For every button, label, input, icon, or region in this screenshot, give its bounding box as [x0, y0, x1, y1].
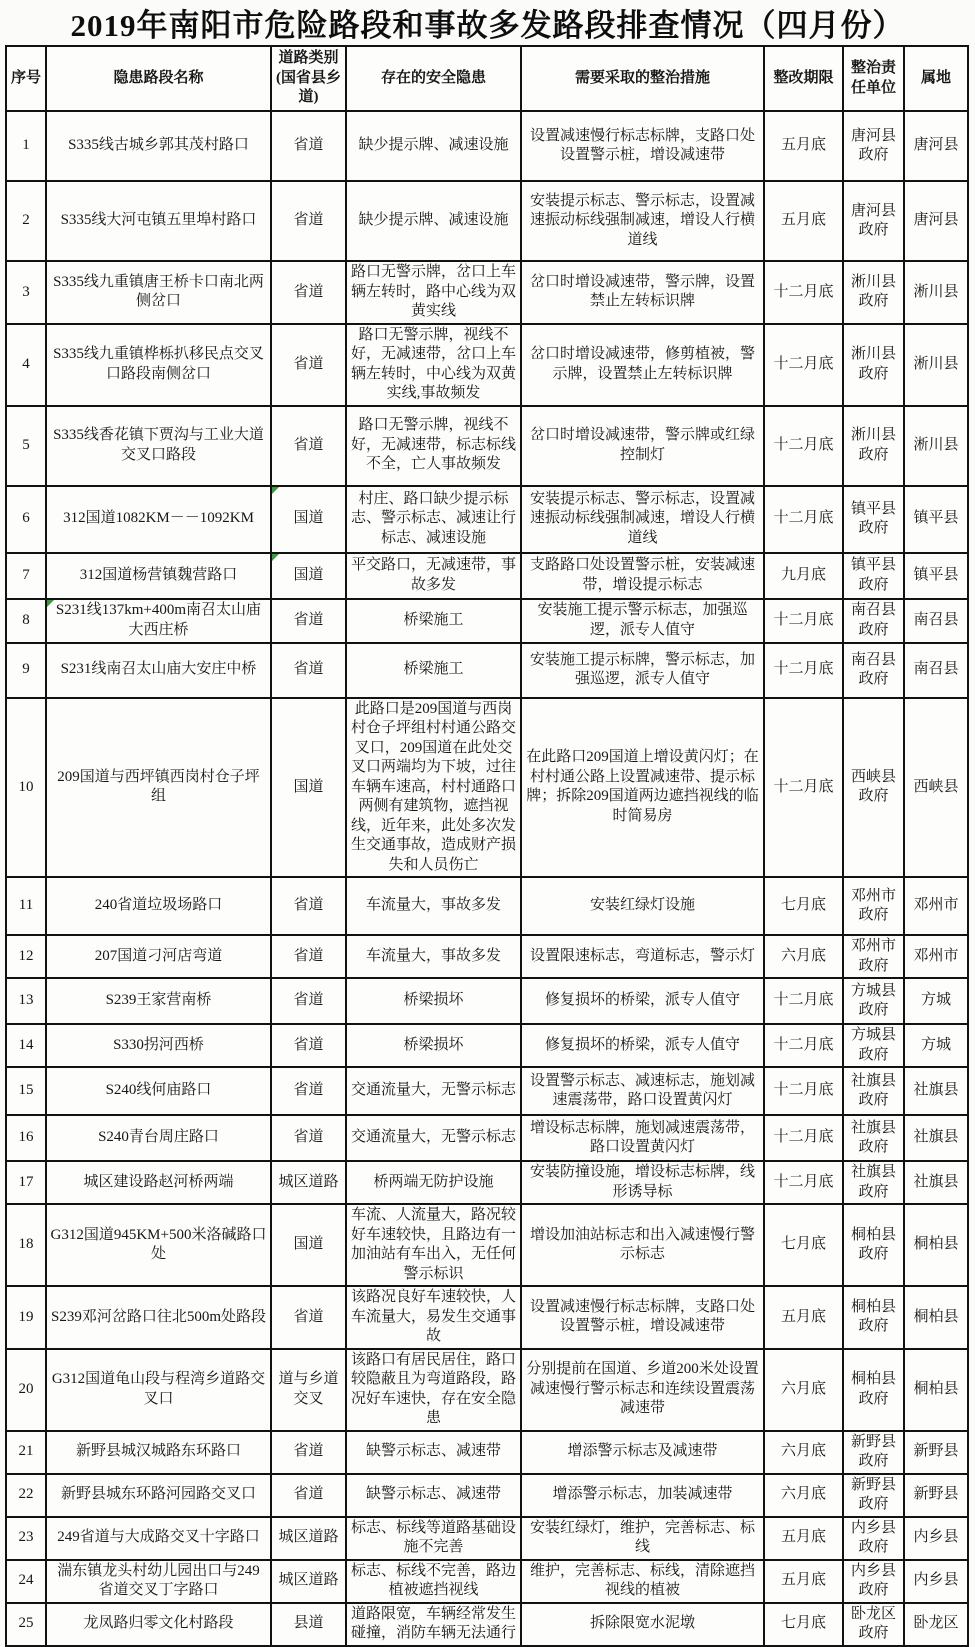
cell-deadline: 六月底 — [764, 1474, 843, 1517]
cell-name: S335线古城乡郭其茂村路口 — [46, 111, 271, 181]
cell-territory: 邓州市 — [904, 935, 968, 978]
cell-no: 25 — [6, 1603, 46, 1646]
cell-no: 11 — [6, 877, 46, 935]
cell-unit: 邓州市政府 — [843, 935, 904, 978]
cell-name: S330拐河西桥 — [46, 1024, 271, 1067]
cell-category: 省道 — [271, 978, 346, 1024]
cell-territory: 南召县 — [904, 643, 968, 698]
table-row — [6, 1349, 968, 1431]
cell-name: 209国道与西坪镇西岗村仓子坪组 — [46, 698, 271, 878]
cell-hazard: 桥梁损坏 — [346, 1024, 521, 1067]
col-header-name: 隐患路段名称 — [46, 46, 271, 111]
cell-measure: 支路路口处设置警示桩，安装减速带，增设提示标志 — [521, 553, 764, 599]
cell-no: 7 — [6, 553, 46, 599]
cell-measure: 岔口时增设减速带，修剪植被，警示牌，设置禁止左转标识牌 — [521, 324, 764, 406]
cell-name: 新野县城东环路河园路交叉口 — [46, 1474, 271, 1517]
cell-territory: 社旗县 — [904, 1067, 968, 1115]
cell-category: 省道 — [271, 181, 346, 261]
cell-measure: 设置警示标志、减速标志，施划减速震荡带，路口设置黄闪灯 — [521, 1067, 764, 1115]
cell-territory: 淅川县 — [904, 406, 968, 486]
table-row — [6, 1517, 968, 1560]
cell-name: 湍东镇龙头村幼儿园出口与249省道交叉丁字路口 — [46, 1560, 271, 1603]
table-row — [6, 1560, 968, 1603]
cell-hazard: 交通流量大，无警示标志 — [346, 1067, 521, 1115]
cell-name: S240线何庙路口 — [46, 1067, 271, 1115]
table-row — [6, 181, 968, 261]
cell-no: 23 — [6, 1517, 46, 1560]
cell-territory: 淅川县 — [904, 261, 968, 324]
cell-measure: 在此路口209国道上增设黄闪灯；在村村通公路上设置减速带、提示标牌；拆除209国道两边遮挡视线的临时简易房 — [521, 698, 764, 878]
cell-category: 省道 — [271, 935, 346, 978]
cell-name: S231线南召太山庙大安庄中桥 — [46, 643, 271, 698]
cell-deadline: 五月底 — [764, 111, 843, 181]
cell-deadline: 五月底 — [764, 1560, 843, 1603]
cell-unit: 新野县政府 — [843, 1431, 904, 1474]
col-header-hazard: 存在的安全隐患 — [346, 46, 521, 111]
cell-category: 国道 — [271, 553, 346, 599]
cell-category: 国道 — [271, 486, 346, 553]
cell-name: S239邓河岔路口往北500m处路段 — [46, 1286, 271, 1349]
cell-unit: 镇平县政府 — [843, 553, 904, 599]
cell-hazard: 该路况良好车速较快，人车流量大，易发生交通事故 — [346, 1286, 521, 1349]
cell-category: 省道 — [271, 1474, 346, 1517]
cell-territory: 社旗县 — [904, 1161, 968, 1204]
cell-no: 10 — [6, 698, 46, 878]
cell-category: 城区道路 — [271, 1161, 346, 1204]
cell-measure: 安装提示标志、警示标志，设置减速振动标线强制减速，增设人行横道线 — [521, 181, 764, 261]
cell-measure: 增设加油站标志和出入减速慢行警示标志 — [521, 1204, 764, 1286]
cell-territory: 新野县 — [904, 1431, 968, 1474]
cell-unit: 新野县政府 — [843, 1474, 904, 1517]
table-row — [6, 698, 968, 878]
cell-unit: 淅川县政府 — [843, 261, 904, 324]
table-row — [6, 1161, 968, 1204]
col-header-unit: 整治责任单位 — [843, 46, 904, 111]
cell-category: 省道 — [271, 599, 346, 643]
cell-hazard: 桥两端无防护设施 — [346, 1161, 521, 1204]
table-row — [6, 261, 968, 324]
cell-no: 3 — [6, 261, 46, 324]
cell-unit: 邓州市政府 — [843, 877, 904, 935]
col-header-index: 序号 — [6, 46, 46, 111]
cell-hazard: 路口无警示牌，岔口上车辆左转时，路中心线为双黄实线 — [346, 261, 521, 324]
cell-measure: 增设标志标牌，施划减速震荡带，路口设置黄闪灯 — [521, 1115, 764, 1161]
cell-deadline: 十二月底 — [764, 261, 843, 324]
col-header-deadline: 整改期限 — [764, 46, 843, 111]
cell-no: 1 — [6, 111, 46, 181]
cell-unit: 镇平县政府 — [843, 486, 904, 553]
table-row — [6, 324, 968, 406]
cell-unit: 桐柏县政府 — [843, 1286, 904, 1349]
cell-name: 207国道刁河店弯道 — [46, 935, 271, 978]
cell-name: S239王家营南桥 — [46, 978, 271, 1024]
cell-deadline: 十二月底 — [764, 599, 843, 643]
cell-measure: 设置减速慢行标志标牌，支路口处设置警示桩，增设减速带 — [521, 111, 764, 181]
cell-unit: 唐河县政府 — [843, 111, 904, 181]
cell-category: 县道 — [271, 1603, 346, 1646]
excel-flag-icon — [47, 600, 54, 607]
col-header-measure: 需要采取的整治措施 — [521, 46, 764, 111]
cell-unit: 南召县政府 — [843, 599, 904, 643]
cell-deadline: 九月底 — [764, 553, 843, 599]
cell-measure: 增添警示标志，加装减速带 — [521, 1474, 764, 1517]
cell-territory: 方城 — [904, 978, 968, 1024]
cell-hazard: 标志、标线等道路基础设施不完善 — [346, 1517, 521, 1560]
cell-deadline: 十二月底 — [764, 1161, 843, 1204]
cell-deadline: 十二月底 — [764, 1115, 843, 1161]
cell-territory: 社旗县 — [904, 1115, 968, 1161]
table-row — [6, 877, 968, 935]
cell-no: 16 — [6, 1115, 46, 1161]
cell-no: 8 — [6, 599, 46, 643]
cell-deadline: 七月底 — [764, 1603, 843, 1646]
cell-category: 省道 — [271, 643, 346, 698]
cell-unit: 桐柏县政府 — [843, 1349, 904, 1431]
cell-name: 240省道垃圾场路口 — [46, 877, 271, 935]
cell-hazard: 车流、人流量大，路况较好车速较快，且路边有一加油站有车出入，无任何警示标识 — [346, 1204, 521, 1286]
cell-measure: 安装红绿灯，维护，完善标志、标线 — [521, 1517, 764, 1560]
cell-deadline: 六月底 — [764, 935, 843, 978]
cell-name: 龙凤路归零文化村路段 — [46, 1603, 271, 1646]
cell-name: S231线137km+400m南召太山庙大西庄桥 — [46, 599, 271, 643]
cell-measure: 安装施工提示标牌，警示标志，加强巡逻，派专人值守 — [521, 643, 764, 698]
cell-hazard: 该路口有居民居住，路口较隐蔽且为弯道路段，路况好车速快，存在安全隐患 — [346, 1349, 521, 1431]
cell-category: 国道 — [271, 1204, 346, 1286]
cell-no: 22 — [6, 1474, 46, 1517]
col-header-territory: 属地 — [904, 46, 968, 111]
table-row — [6, 935, 968, 978]
cell-category: 城区道路 — [271, 1517, 346, 1560]
table-row — [6, 111, 968, 181]
cell-category: 省道 — [271, 1431, 346, 1474]
cell-unit: 方城县政府 — [843, 978, 904, 1024]
cell-hazard: 路口无警示牌，视线不好，无减速带，岔口上车辆左转时，中心线为双黄实线,事故频发 — [346, 324, 521, 406]
cell-deadline: 十二月底 — [764, 643, 843, 698]
cell-category: 城区道路 — [271, 1560, 346, 1603]
table-row — [6, 1067, 968, 1115]
cell-unit: 内乡县政府 — [843, 1560, 904, 1603]
cell-hazard: 道路限宽，车辆经常发生碰撞，消防车辆无法通行 — [346, 1603, 521, 1646]
cell-measure: 维护，完善标志、标线，清除遮挡视线的植被 — [521, 1560, 764, 1603]
cell-category: 道与乡道交叉 — [271, 1349, 346, 1431]
cell-hazard: 桥梁损坏 — [346, 978, 521, 1024]
cell-no: 9 — [6, 643, 46, 698]
cell-category: 省道 — [271, 111, 346, 181]
cell-territory: 方城 — [904, 1024, 968, 1067]
cell-deadline: 十二月底 — [764, 486, 843, 553]
cell-territory: 桐柏县 — [904, 1286, 968, 1349]
cell-name: 新野县城汉城路东环路口 — [46, 1431, 271, 1474]
cell-unit: 桐柏县政府 — [843, 1204, 904, 1286]
cell-hazard: 缺警示标志、减速带 — [346, 1431, 521, 1474]
cell-hazard: 车流量大，事故多发 — [346, 877, 521, 935]
cell-hazard: 平交路口，无减速带，事故多发 — [346, 553, 521, 599]
cell-territory: 卧龙区 — [904, 1603, 968, 1646]
cell-measure: 安装施工提示警示标志，加强巡逻，派专人值守 — [521, 599, 764, 643]
table-row — [6, 643, 968, 698]
cell-unit: 淅川县政府 — [843, 324, 904, 406]
cell-no: 21 — [6, 1431, 46, 1474]
cell-unit: 淅川县政府 — [843, 406, 904, 486]
cell-deadline: 五月底 — [764, 181, 843, 261]
cell-unit: 西峡县政府 — [843, 698, 904, 878]
table-body — [6, 111, 968, 1646]
col-header-category: 道路类别(国省县乡道) — [271, 46, 346, 111]
cell-no: 20 — [6, 1349, 46, 1431]
cell-hazard: 村庄、路口缺少提示标志、警示标志、减速让行标志、减速设施 — [346, 486, 521, 553]
table-row — [6, 406, 968, 486]
cell-category: 省道 — [271, 1067, 346, 1115]
cell-measure: 分别提前在国道、乡道200米处设置减速慢行警示标志和连续设置震荡减速带 — [521, 1349, 764, 1431]
cell-hazard: 交通流量大，无警示标志 — [346, 1115, 521, 1161]
cell-territory: 西峡县 — [904, 698, 968, 878]
cell-no: 12 — [6, 935, 46, 978]
table-row — [6, 1431, 968, 1474]
cell-measure: 拆除限宽水泥墩 — [521, 1603, 764, 1646]
cell-name: 城区建设路赵河桥两端 — [46, 1161, 271, 1204]
table-row — [6, 1286, 968, 1349]
cell-deadline: 十二月底 — [764, 406, 843, 486]
cell-territory: 唐河县 — [904, 181, 968, 261]
cell-deadline: 十二月底 — [764, 1067, 843, 1115]
cell-category: 省道 — [271, 324, 346, 406]
cell-name: S240青台周庄路口 — [46, 1115, 271, 1161]
cell-category: 国道 — [271, 698, 346, 878]
table-row — [6, 1024, 968, 1067]
cell-name: G312国道龟山段与程湾乡道路交叉口 — [46, 1349, 271, 1431]
cell-measure: 安装红绿灯设施 — [521, 877, 764, 935]
cell-measure: 增添警示标志及减速带 — [521, 1431, 764, 1474]
cell-unit: 南召县政府 — [843, 643, 904, 698]
cell-name: 312国道杨营镇魏营路口 — [46, 553, 271, 599]
cell-territory: 内乡县 — [904, 1517, 968, 1560]
cell-measure: 安装防撞设施，增设标志标牌，线形诱导标 — [521, 1161, 764, 1204]
cell-deadline: 五月底 — [764, 1286, 843, 1349]
cell-deadline: 七月底 — [764, 877, 843, 935]
cell-measure: 修复损坏的桥梁，派专人值守 — [521, 1024, 764, 1067]
cell-territory: 镇平县 — [904, 486, 968, 553]
cell-deadline: 七月底 — [764, 1204, 843, 1286]
excel-flag-icon — [272, 554, 279, 561]
cell-no: 4 — [6, 324, 46, 406]
cell-deadline: 六月底 — [764, 1431, 843, 1474]
cell-no: 18 — [6, 1204, 46, 1286]
cell-category: 省道 — [271, 1115, 346, 1161]
page-title: 2019年南阳市危险路段和事故多发路段排查情况（四月份） — [70, 8, 905, 43]
table-row — [6, 1115, 968, 1161]
cell-name: S335线香花镇下贾沟与工业大道交叉口路段 — [46, 406, 271, 486]
cell-unit: 内乡县政府 — [843, 1517, 904, 1560]
cell-no: 2 — [6, 181, 46, 261]
cell-measure: 修复损坏的桥梁，派专人值守 — [521, 978, 764, 1024]
cell-territory: 内乡县 — [904, 1560, 968, 1603]
cell-name: G312国道945KM+500米洛碱路口处 — [46, 1204, 271, 1286]
cell-no: 14 — [6, 1024, 46, 1067]
cell-unit: 唐河县政府 — [843, 181, 904, 261]
cell-unit: 方城县政府 — [843, 1024, 904, 1067]
cell-name: S335线大河屯镇五里埠村路口 — [46, 181, 271, 261]
cell-unit: 社旗县政府 — [843, 1067, 904, 1115]
cell-territory: 淅川县 — [904, 324, 968, 406]
cell-deadline: 十二月底 — [764, 698, 843, 878]
cell-unit: 社旗县政府 — [843, 1161, 904, 1204]
cell-category: 省道 — [271, 261, 346, 324]
cell-no: 6 — [6, 486, 46, 553]
cell-unit: 社旗县政府 — [843, 1115, 904, 1161]
cell-category: 省道 — [271, 1286, 346, 1349]
table-row — [6, 1603, 968, 1646]
cell-hazard: 桥梁施工 — [346, 599, 521, 643]
cell-hazard: 此路口是209国道与西岗村仓子坪组村村通公路交叉口，209国道在此处交叉口两端均为下坡，过往车辆车速高，村村通路口两侧有建筑物，遮挡视线，近年来，此处多次发生交通事故，造成财产损失和人员伤亡 — [346, 698, 521, 878]
cell-hazard: 缺警示标志、减速带 — [346, 1474, 521, 1517]
cell-name: 312国道1082KM－－1092KM — [46, 486, 271, 553]
table-row — [6, 978, 968, 1024]
cell-no: 24 — [6, 1560, 46, 1603]
cell-category: 省道 — [271, 877, 346, 935]
table-row — [6, 1474, 968, 1517]
table-row — [6, 1204, 968, 1286]
cell-hazard: 桥梁施工 — [346, 643, 521, 698]
cell-category: 省道 — [271, 406, 346, 486]
cell-name: S335线九重镇唐王桥卡口南北两侧岔口 — [46, 261, 271, 324]
cell-hazard: 车流量大，事故多发 — [346, 935, 521, 978]
cell-deadline: 十二月底 — [764, 324, 843, 406]
cell-hazard: 缺少提示牌、减速设施 — [346, 111, 521, 181]
table-row — [6, 599, 968, 643]
cell-measure: 设置减速慢行标志标牌，支路口处设置警示桩，增设减速带 — [521, 1286, 764, 1349]
cell-hazard: 标志、标线不完善，路边植被遮挡视线 — [346, 1560, 521, 1603]
cell-hazard: 路口无警示牌，视线不好，无减速带，标志标线不全，亡人事故频发 — [346, 406, 521, 486]
cell-name: S335线九重镇桦栎扒移民点交叉口路段南侧岔口 — [46, 324, 271, 406]
cell-measure: 岔口时增设减速带，警示牌，设置禁止左转标识牌 — [521, 261, 764, 324]
table-row — [6, 486, 968, 553]
cell-deadline: 六月底 — [764, 1349, 843, 1431]
cell-territory: 唐河县 — [904, 111, 968, 181]
excel-flag-icon — [272, 487, 279, 494]
cell-measure: 岔口时增设减速带，警示牌或红绿控制灯 — [521, 406, 764, 486]
cell-no: 15 — [6, 1067, 46, 1115]
cell-deadline: 五月底 — [764, 1517, 843, 1560]
cell-no: 19 — [6, 1286, 46, 1349]
cell-territory: 桐柏县 — [904, 1349, 968, 1431]
cell-territory: 邓州市 — [904, 877, 968, 935]
cell-territory: 南召县 — [904, 599, 968, 643]
cell-territory: 新野县 — [904, 1474, 968, 1517]
cell-unit: 卧龙区政府 — [843, 1603, 904, 1646]
table-header-row — [6, 46, 968, 111]
cell-no: 13 — [6, 978, 46, 1024]
cell-territory: 镇平县 — [904, 553, 968, 599]
cell-territory: 桐柏县 — [904, 1204, 968, 1286]
cell-measure: 设置限速标志，弯道标志，警示灯 — [521, 935, 764, 978]
cell-no: 17 — [6, 1161, 46, 1204]
cell-name: 249省道与大成路交叉十字路口 — [46, 1517, 271, 1560]
cell-category: 省道 — [271, 1024, 346, 1067]
cell-hazard: 缺少提示牌、减速设施 — [346, 181, 521, 261]
cell-deadline: 十二月底 — [764, 1024, 843, 1067]
inspection-table — [5, 45, 969, 1647]
cell-measure: 安装提示标志、警示标志，设置减速振动标线强制减速，增设人行横道线 — [521, 486, 764, 553]
table-row — [6, 553, 968, 599]
cell-deadline: 十二月底 — [764, 978, 843, 1024]
cell-no: 5 — [6, 406, 46, 486]
